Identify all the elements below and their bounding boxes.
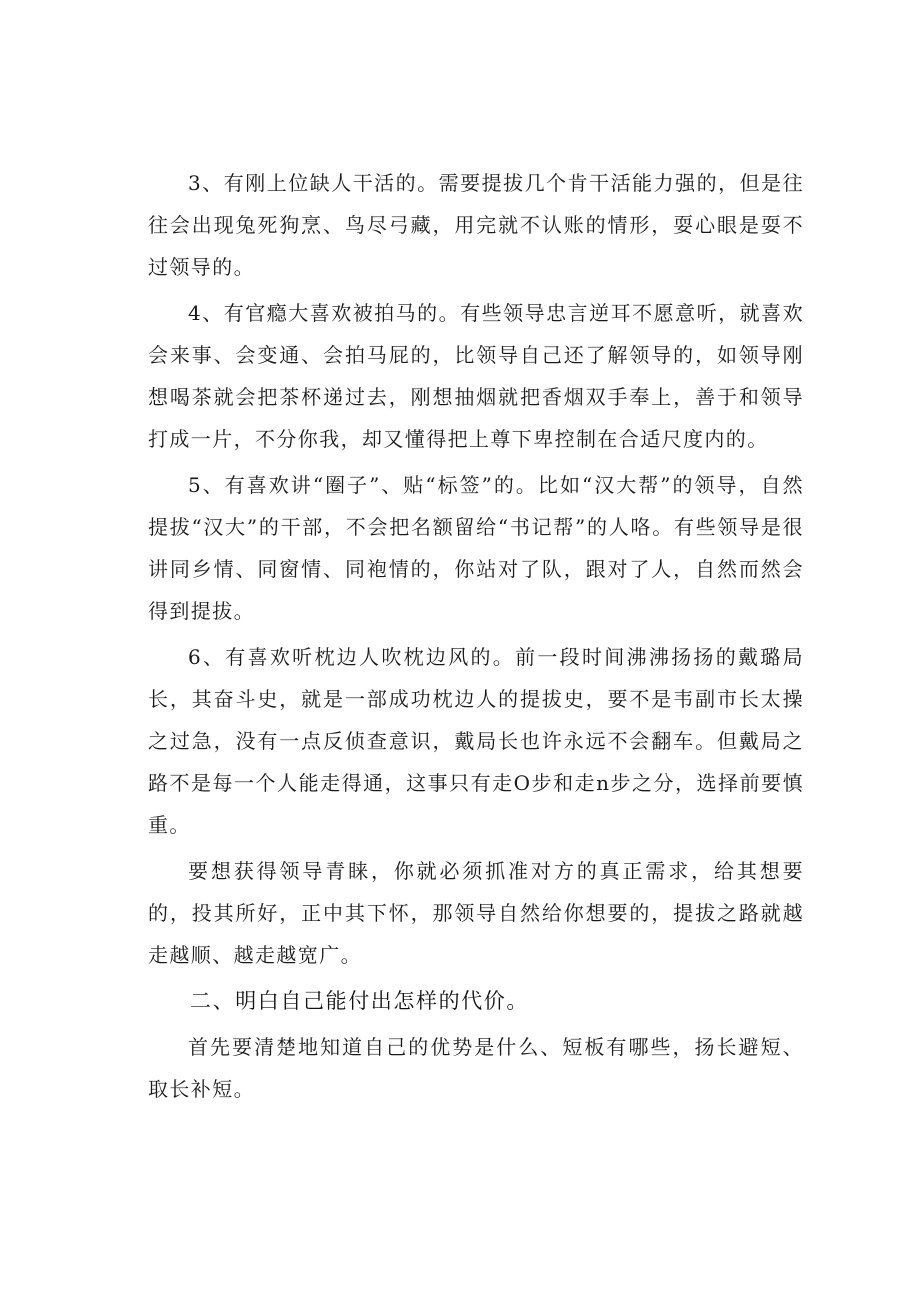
section-heading: 二、明白自己能付出怎样的代价。 bbox=[190, 989, 529, 1013]
paragraph-closing: 首先要清楚地知道自己的优势是什么、短板有哪些，扬长避短、取长补短。 bbox=[148, 1035, 804, 1101]
paragraph-item-4: 4、有官瘾大喜欢被拍马的。有些领导忠言逆耳不愿意听，就喜欢会来事、会变通、会拍马屁的，比领导自己还了解领导的，如领导刚想喝茶就会把茶杯递过去，刚想抽烟就把香烟双手奉上，善于和领导打成一片，不分你我，却又懂得把上尊下卑控制在合适尺度内的。 bbox=[148, 301, 804, 451]
paragraph-item-5: 5、有喜欢讲“圈子”、贴“标签”的。比如“汉大帮”的领导，自然提拔“汉大”的干部，不会把名额留给“书记帮”的人咯。有些领导是很讲同乡情、同窗情、同袍情的，你站对了队，跟对了人，自然而然会得到提拔。 bbox=[148, 473, 804, 623]
paragraph-summary: 要想获得领导青睐，你就必须抓准对方的真正需求，给其想要的，投其所好，正中其下怀，那领导自然给你想要的，提拔之路就越走越顺、越走越宽广。 bbox=[148, 859, 804, 967]
document-body bbox=[148, 162, 804, 1114]
paragraph-item-6: 6、有喜欢听枕边人吹枕边风的。前一段时间沸沸扬扬的戴璐局长，其奋斗史，就是一部成功枕边人的提拔史，要不是韦副市长太操之过急，没有一点反侦查意识，戴局长也许永远不会翻车。但戴局之路不是每一个人能走得通，这事只有走O步和走n步之分，选择前要慎重。 bbox=[148, 645, 804, 837]
paragraph-item-3: 3、有刚上位缺人干活的。需要提拔几个肯干活能力强的，但是往往会出现兔死狗烹、鸟尽弓藏，用完就不认账的情形，耍心眼是耍不过领导的。 bbox=[148, 171, 804, 279]
